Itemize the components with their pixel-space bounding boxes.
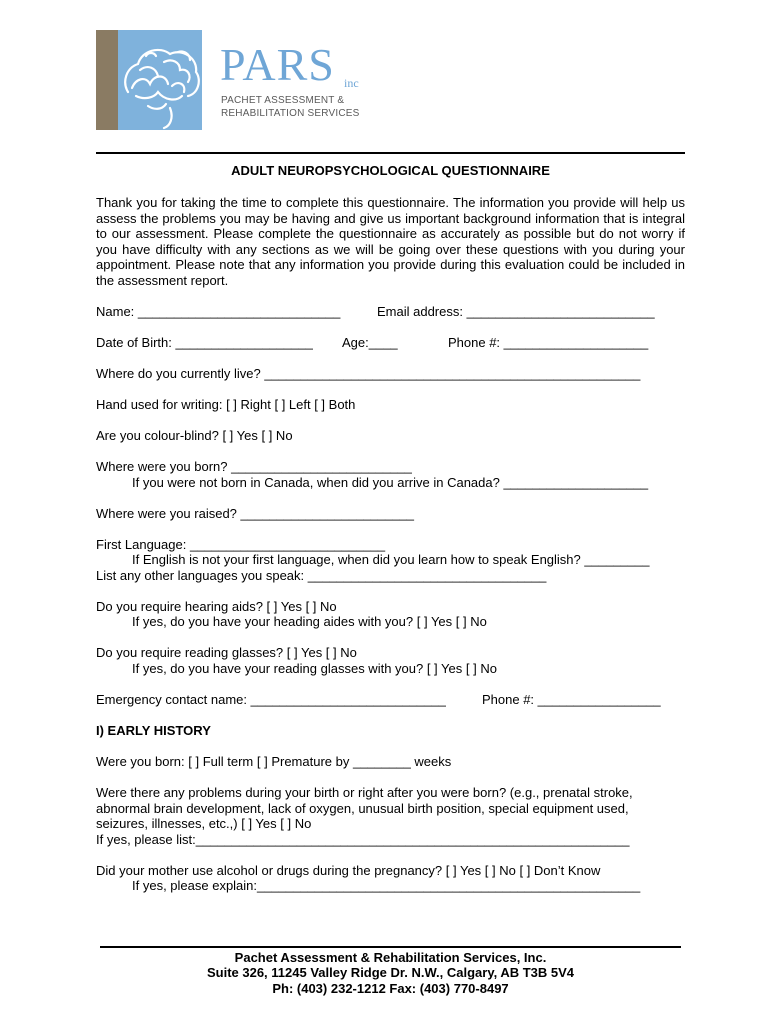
mother-substance-explain-field[interactable]: If yes, please explain:_____________________________________________________ <box>132 878 641 893</box>
form-title: ADULT NEUROPSYCHOLOGICAL QUESTIONNAIRE <box>231 163 550 178</box>
first-language-field[interactable]: First Language: ___________________________ <box>96 537 386 552</box>
colour-blind-options[interactable]: Are you colour-blind? [ ] Yes [ ] No <box>96 428 293 443</box>
name-field[interactable]: Name: ____________________________ <box>96 304 341 319</box>
logo-brain-panel <box>118 30 202 130</box>
hearing-aids-followup[interactable]: If yes, do you have your heading aides with you? [ ] Yes [ ] No <box>132 614 487 629</box>
logo-subtitle-line2: REHABILITATION SERVICES <box>221 108 360 119</box>
header-rule <box>96 152 685 154</box>
footer-rule <box>100 946 681 948</box>
emergency-contact-field[interactable]: Emergency contact name: ___________________________ <box>96 692 446 707</box>
birth-problems-question-line2: abnormal brain development, lack of oxygen, unusual birth position, special equipment used, <box>96 801 629 816</box>
reading-glasses-followup[interactable]: If yes, do you have your reading glasses with you? [ ] Yes [ ] No <box>132 661 497 676</box>
raised-field[interactable]: Where were you raised? ________________________ <box>96 506 415 521</box>
arrival-canada-field[interactable]: If you were not born in Canada, when did you arrive in Canada? ____________________ <box>132 475 649 490</box>
email-field[interactable]: Email address: __________________________ <box>377 304 655 319</box>
birth-term-options[interactable]: Were you born: [ ] Full term [ ] Premature by ________ weeks <box>96 754 452 769</box>
logo-subtitle <box>221 94 360 120</box>
logo-name: PARS <box>220 39 335 90</box>
emergency-phone-field[interactable]: Phone #: _________________ <box>482 692 661 707</box>
birthplace-field[interactable]: Where were you born? _________________________ <box>96 459 412 474</box>
hearing-aids-options[interactable]: Do you require hearing aids? [ ] Yes [ ] No <box>96 599 337 614</box>
phone-field[interactable]: Phone #: ____________________ <box>448 335 649 350</box>
birth-problems-list-field[interactable]: If yes, please list:____________________________________________________________ <box>96 832 630 847</box>
current-residence-field[interactable]: Where do you currently live? ____________________________________________________ <box>96 366 641 381</box>
footer-address: Suite 326, 11245 Valley Ridge Dr. N.W., Calgary, AB T3B 5V4 <box>206 965 575 980</box>
company-logo <box>96 30 366 130</box>
birth-problems-question-line1: Were there any problems during your birth or right after you were born? (e.g., prenatal stroke, <box>96 785 633 800</box>
reading-glasses-options[interactable]: Do you require reading glasses? [ ] Yes [ ] No <box>96 645 357 660</box>
english-learned-field[interactable]: If English is not your first language, when did you learn how to speak English? _________ <box>132 552 650 567</box>
logo-suffix: inc <box>344 76 359 90</box>
handedness-options[interactable]: Hand used for writing: [ ] Right [ ] Left [ ] Both <box>96 397 356 412</box>
logo-subtitle-line1: PACHET ASSESSMENT & <box>221 95 345 106</box>
footer-contact: Ph: (403) 232-1212 Fax: (403) 770-8497 <box>272 981 509 996</box>
intro-paragraph: Thank you for taking the time to complete this questionnaire. The information you provide will help us assess the problems you may be having and give us important background information that is integral to our assessment. Please complete the questionnaire as accurately as possible but do not worry if you have difficulty with any sections as we will be going over these questions with you during your appointment. Please note that any information you provide during this evaluation could be included in the assessment report. <box>96 195 685 288</box>
logo-brown-bar <box>96 30 118 130</box>
birth-problems-options[interactable]: seizures, illnesses, etc.,) [ ] Yes [ ] No <box>96 816 312 831</box>
mother-substance-options[interactable]: Did your mother use alcohol or drugs during the pregnancy? [ ] Yes [ ] No [ ] Don’t Know <box>96 863 601 878</box>
dob-field[interactable]: Date of Birth: ___________________ <box>96 335 313 350</box>
footer-company: Pachet Assessment & Rehabilitation Services, Inc. <box>234 950 547 965</box>
age-field[interactable]: Age:____ <box>342 335 398 350</box>
brain-icon <box>118 30 202 130</box>
section-early-history: I) EARLY HISTORY <box>96 723 211 738</box>
other-languages-field[interactable]: List any other languages you speak: _________________________________ <box>96 568 547 583</box>
